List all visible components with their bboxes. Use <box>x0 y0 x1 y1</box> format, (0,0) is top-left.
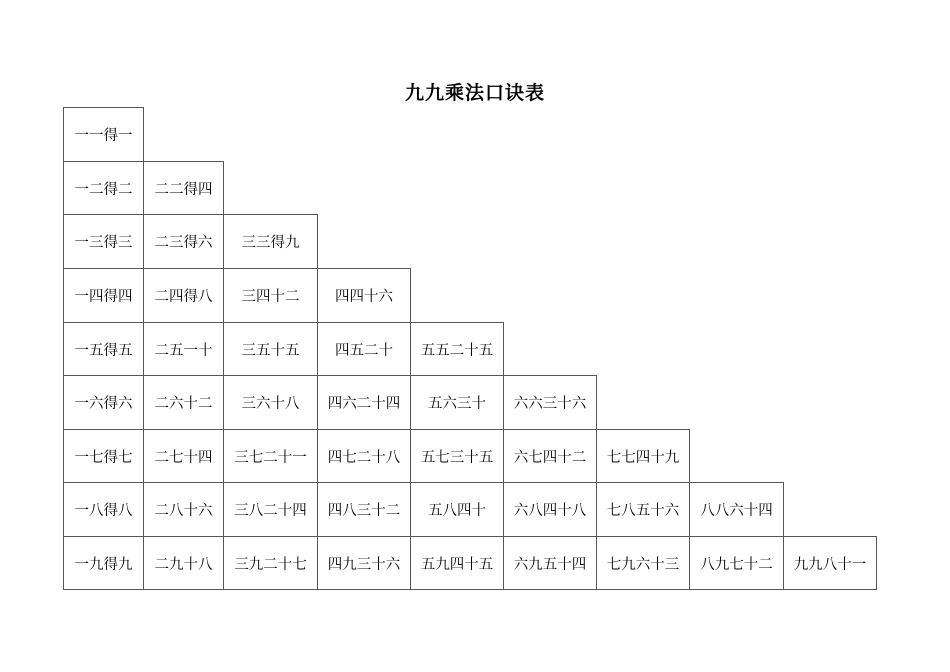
table-cell: 三六十八 <box>223 375 317 429</box>
table-cell: 二三得六 <box>143 214 223 268</box>
table-cell: 三四十二 <box>223 268 317 322</box>
table-cell: 五九四十五 <box>410 536 503 590</box>
table-cell: 五八四十 <box>410 482 503 536</box>
table-cell: 二七十四 <box>143 429 223 482</box>
table-cell: 一七得七 <box>63 429 143 482</box>
page-title: 九九乘法口诀表 <box>404 82 545 104</box>
table-cell: 四五二十 <box>317 322 410 375</box>
table-cell: 二五一十 <box>143 322 223 375</box>
table-cell: 三九二十七 <box>223 536 317 590</box>
table-cell: 七八五十六 <box>596 482 689 536</box>
table-cell: 一一得一 <box>63 107 144 161</box>
table-cell: 二九十八 <box>143 536 223 590</box>
table-cell: 五七三十五 <box>410 429 503 482</box>
table-cell: 六九五十四 <box>503 536 596 590</box>
table-cell: 六六三十六 <box>503 375 597 429</box>
table-cell: 五六三十 <box>410 375 503 429</box>
table-cell: 二四得八 <box>143 268 223 322</box>
table-cell: 一九得九 <box>63 536 143 590</box>
table-cell: 五五二十五 <box>410 322 504 375</box>
table-cell: 二六十二 <box>143 375 223 429</box>
table-cell: 四七二十八 <box>317 429 410 482</box>
table-cell: 四六二十四 <box>317 375 410 429</box>
table-cell: 三八二十四 <box>223 482 317 536</box>
table-cell: 三五十五 <box>223 322 317 375</box>
table-cell: 一四得四 <box>63 268 143 322</box>
table-cell: 一六得六 <box>63 375 143 429</box>
table-cell: 八九七十二 <box>689 536 783 590</box>
table-cell: 九九八十一 <box>783 536 877 590</box>
table-cell: 三三得九 <box>223 214 318 268</box>
table-cell: 六七四十二 <box>503 429 596 482</box>
table-cell: 二二得四 <box>143 161 224 214</box>
table-cell: 二八十六 <box>143 482 223 536</box>
table-cell: 四八三十二 <box>317 482 410 536</box>
table-cell: 四九三十六 <box>317 536 410 590</box>
table-cell: 一五得五 <box>63 322 143 375</box>
table-cell: 六八四十八 <box>503 482 596 536</box>
table-cell: 四四十六 <box>317 268 411 322</box>
table-cell: 三七二十一 <box>223 429 317 482</box>
table-cell: 一二得二 <box>63 161 143 214</box>
table-cell: 一八得八 <box>63 482 143 536</box>
table-cell: 七七四十九 <box>596 429 690 482</box>
table-cell: 八八六十四 <box>689 482 784 536</box>
table-cell: 七九六十三 <box>596 536 689 590</box>
table-cell: 一三得三 <box>63 214 143 268</box>
